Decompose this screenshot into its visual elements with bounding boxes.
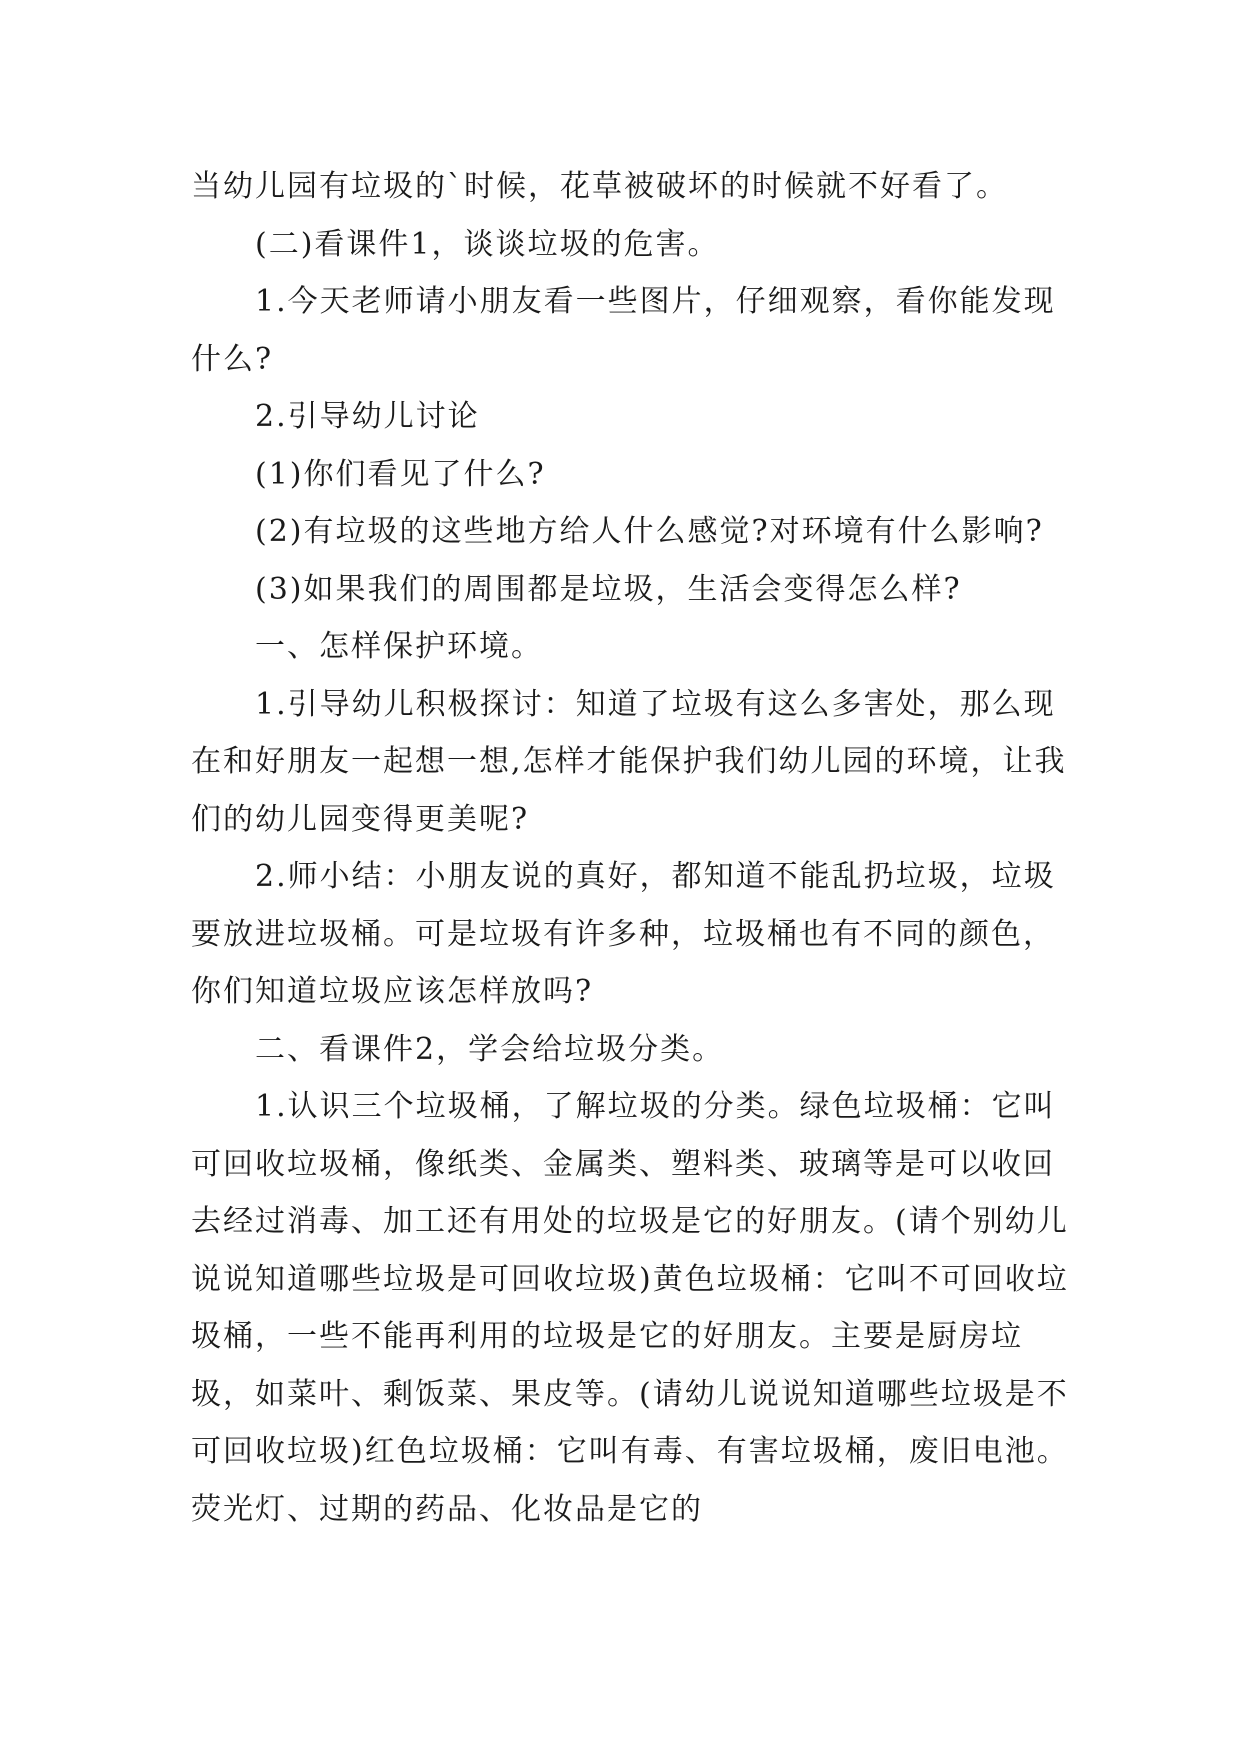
section-heading-sorting: 二、看课件2，学会给垃圾分类。 — [255, 1031, 725, 1067]
paragraph-discussion: 2.引导幼儿讨论 — [255, 399, 480, 434]
paragraph-summary: 2.师小结：小朋友说的真好，都知道不能乱扔垃圾，垃圾要放进垃圾桶。可是垃圾有许多种，垃圾桶也有不同的颜色，你们知道垃圾应该怎样放吗? — [191, 859, 1056, 1009]
section-heading-protect: 一、怎样保护环境。 — [255, 629, 543, 664]
paragraph-explore: 1.引导幼儿积极探讨：知道了垃圾有这么多害处，那么现在和好朋友一起想一想,怎样才能保护我们幼儿园的环境，让我们的幼儿园变得更美呢? — [191, 686, 1067, 837]
question-2: (2)有垃圾的这些地方给人什么感觉?对环境有什么影响? — [255, 514, 1044, 549]
question-3: (3)如果我们的周围都是垃圾，生活会变得怎么样? — [255, 571, 962, 607]
paragraph-observe: 1.今天老师请小朋友看一些图片，仔细观察，看你能发现什么? — [191, 284, 1056, 377]
question-1: (1)你们看见了什么? — [255, 456, 546, 492]
document-body — [191, 158, 1071, 1538]
section-heading-harm: (二)看课件1，谈谈垃圾的危害。 — [255, 226, 720, 262]
paragraph-bins: 1.认识三个垃圾桶，了解垃圾的分类。绿色垃圾桶：它叫可回收垃圾桶，像纸类、金属类、塑料类、玻璃等是可以收回去经过消毒、加工还有用处的垃圾是它的好朋友。(请个别幼儿说说知道哪些垃圾是可回收垃圾)黄色垃圾桶：它叫不可回收垃圾桶，一些不能再利用的垃圾是它的好朋友。主要是厨房垃圾，如菜叶、剩饭菜、果皮等。(请幼儿说说知道哪些垃圾是不可回收垃圾)红色垃圾桶：它叫有毒、有害垃圾桶，废旧电池。荧光灯、过期的药品、化妆品是它的 — [191, 1089, 1069, 1527]
paragraph-continuation: 当幼儿园有垃圾的`时候，花草被破坏的时候就不好看了。 — [191, 169, 1008, 204]
